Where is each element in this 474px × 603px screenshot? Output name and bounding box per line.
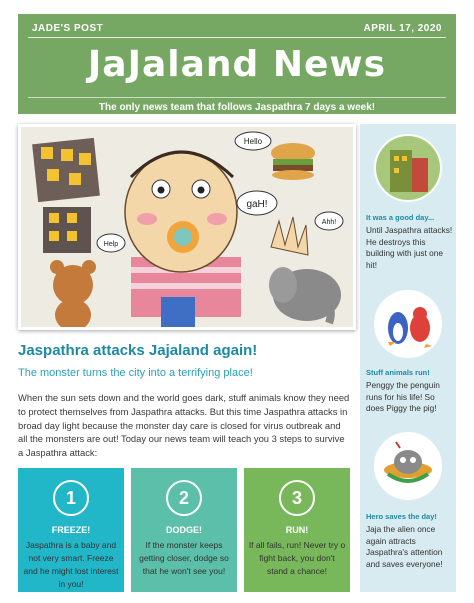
penguin-pig-drawing <box>376 292 440 356</box>
step-label: RUN! <box>285 525 309 535</box>
step-label: DODGE! <box>166 525 202 535</box>
step-text: Jaspathra is a baby and not very smart. Freeze and he might lost interest in you! <box>23 540 119 589</box>
svg-text:Hello: Hello <box>243 137 263 146</box>
building-drawing <box>376 136 440 200</box>
step-number: 1 <box>53 480 89 516</box>
sidebar <box>360 124 456 592</box>
step-number: 3 <box>279 480 315 516</box>
author-label: JADE'S POST <box>32 23 104 34</box>
svg-text:Ahh!: Ahh! <box>321 219 337 226</box>
sidebar-photo-alien <box>374 432 442 500</box>
sidebar-title-3: Hero saves the day! <box>366 512 437 521</box>
speech-bubble-ahh <box>315 212 343 230</box>
step-text: If all fails, run! Never try o fight back, you don't stand a chance! <box>248 540 346 576</box>
article-headline: Jaspathra attacks Jajaland again! <box>18 342 258 359</box>
sidebar-text-2: Penggy the penguin runs for his life! So does Piggy the pig! <box>366 380 440 413</box>
speech-bubble-help <box>97 234 125 252</box>
sidebar-text-3: Jaja the alien once again attracts Jaspathra's attention and saves everyone! <box>366 524 443 569</box>
article-body: When the sun sets down and the world goes dark, stuff animals know they need to protect themselves from Jaspathra attacks. But this time Jaspathra attacks in broad day light because the monster day care is closed for virus outbreak and all the monsters are out! Today our news team will teach you 3 steps to survive a Jaspathra attack: <box>18 392 350 459</box>
masthead <box>18 14 456 114</box>
tagline: The only news team that follows Jaspathra 7 days a week! <box>98 102 376 113</box>
sidebar-photo-animals <box>374 290 442 358</box>
masthead-divider <box>28 37 446 38</box>
sidebar-photo-building <box>374 134 442 202</box>
sidebar-title-2: Stuff animals run! <box>366 368 430 377</box>
speech-bubble-hello <box>235 132 271 150</box>
step-card-freeze <box>18 468 124 592</box>
article-subhead: The monster turns the city into a terrifying place! <box>18 367 253 379</box>
step-number: 2 <box>166 480 202 516</box>
hero-drawing <box>18 124 356 330</box>
date-label: APRIL 17, 2020 <box>363 23 442 34</box>
step-card-dodge <box>131 468 237 592</box>
svg-text:gaH!: gaH! <box>246 199 268 210</box>
speech-bubble-gah <box>237 191 277 215</box>
monster-attack-illustration <box>21 127 353 327</box>
alien-ufo-drawing <box>376 434 440 498</box>
step-text: If the monster keeps getting closer, dodge so that he won't see you! <box>139 540 229 576</box>
masthead-divider-bottom <box>28 97 446 98</box>
svg-text:Help: Help <box>103 241 119 248</box>
step-card-run <box>244 468 350 592</box>
step-label: FREEZE! <box>51 525 91 535</box>
sidebar-title-1: It was a good day... <box>366 213 435 222</box>
sidebar-text-1: Until Jaspathra attacks! He destroys this building with just one hit! <box>366 225 453 270</box>
newspaper-title: JaJaland News <box>87 44 387 85</box>
